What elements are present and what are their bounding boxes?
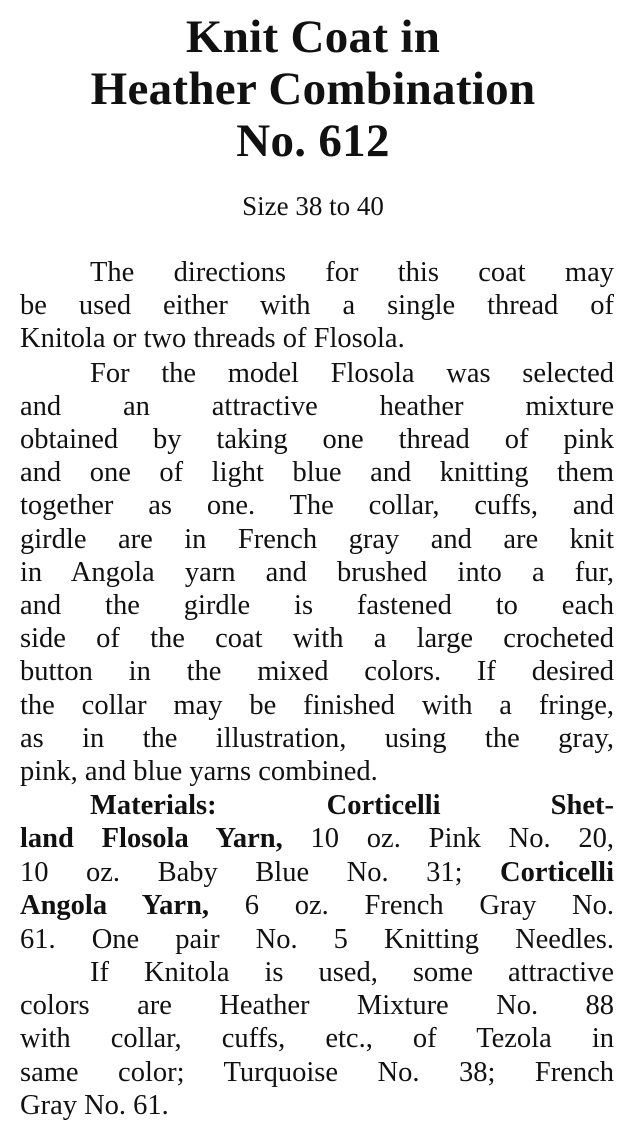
materials-brand: Corticelli (326, 790, 441, 821)
body-line: button in the mixed colors. If desired (20, 656, 614, 687)
size-subtitle: Size 38 to 40 (242, 191, 384, 221)
title-line-2: Heather Combination (90, 63, 536, 115)
body-line: colors are Heather Mixture No. 88 (20, 990, 614, 1021)
body-line: and an attractive heather mixture (20, 391, 614, 422)
materials-line (20, 856, 614, 889)
body-line: For the model Flosola was selected (90, 358, 614, 389)
materials-line (20, 889, 614, 922)
body-line: and one of light blue and knitting them (20, 457, 614, 488)
body-line: as in the illustration, using the gray, (20, 723, 614, 754)
body-line: together as one. The collar, cuffs, and (20, 490, 614, 521)
body-line: The directions for this coat may (90, 257, 614, 288)
materials-line (90, 789, 614, 822)
body-line: pink, and blue yarns combined. (20, 756, 378, 787)
body-line: and the girdle is fastened to each (20, 590, 614, 621)
body-line: Knitola or two threads of Flosola. (20, 323, 405, 354)
materials-label: Materials: (90, 790, 217, 821)
body-line: obtained by taking one thread of pink (20, 424, 614, 455)
materials-quantity: 10 oz. Pink No. 20, (282, 823, 614, 854)
body-line: side of the coat with a large crocheted (20, 623, 614, 654)
title-line-1: Knit Coat in (185, 11, 441, 63)
materials-quantity: 10 oz. Baby Blue No. 31; (20, 857, 501, 888)
body-line: be used either with a single thread of (20, 290, 614, 321)
body-line: in Angola yarn and brushed into a fur, (20, 557, 614, 588)
materials-line: 61. One pair No. 5 Knitting Needles. (20, 924, 614, 955)
materials-line (20, 822, 614, 855)
body-line: with collar, cuffs, etc., of Tezola in (20, 1023, 614, 1054)
materials-product: land Flosola Yarn, (20, 823, 283, 854)
materials-brand: Corticelli (500, 857, 614, 888)
body-line: the collar may be finished with a fringe, (20, 690, 614, 721)
materials-quantity: 6 oz. French Gray No. (209, 890, 614, 921)
materials-product: Shet- (550, 790, 614, 821)
body-line: Gray No. 61. (20, 1090, 169, 1121)
body-line: same color; Turquoise No. 38; French (20, 1057, 614, 1088)
materials-product: Angola Yarn, (20, 890, 210, 921)
body-line: girdle are in French gray and are knit (20, 524, 614, 555)
title-line-3: No. 612 (236, 115, 390, 167)
body-line: If Knitola is used, some attractive (90, 957, 614, 988)
